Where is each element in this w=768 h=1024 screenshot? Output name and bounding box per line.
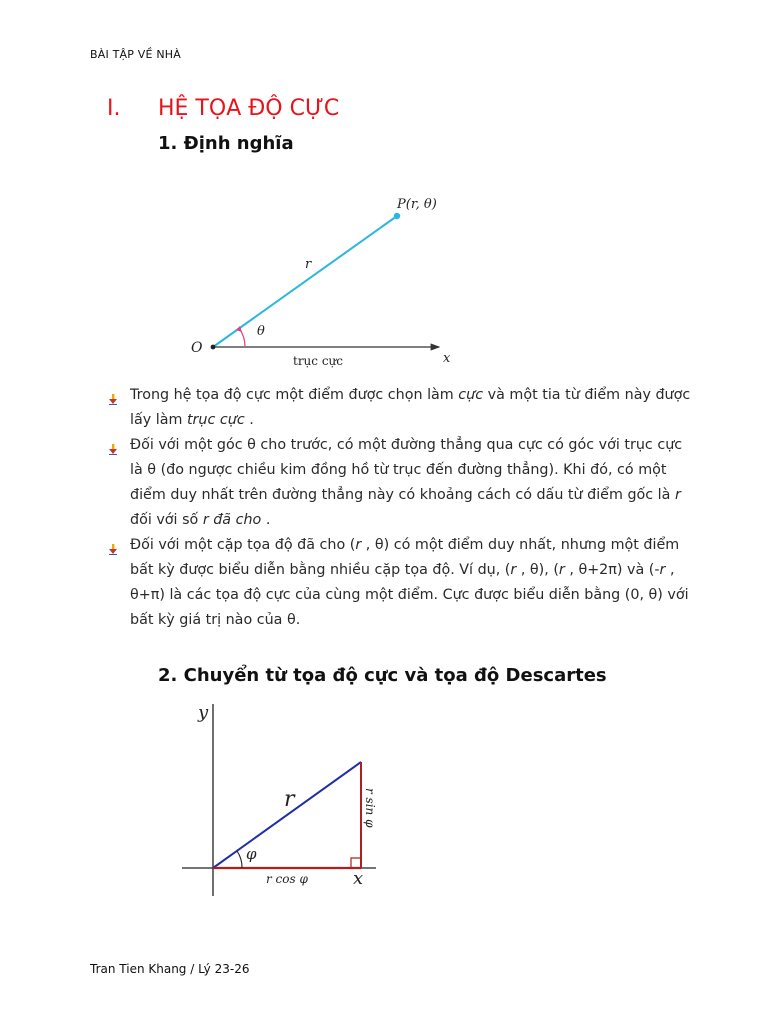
page-header: BÀI TẬP VỀ NHÀ — [90, 48, 181, 61]
origin-label: O — [191, 340, 203, 356]
list-item: Đối với một cặp tọa độ đã cho (r , θ) có một điểm duy nhất, nhưng một điểm bất kỳ được biểu diễn bằng nhiều cặp tọa độ. Ví dụ, (r , θ), (r , θ+2π) và (-r , θ+π) là các tọa độ cực của cùng một điểm. Cực được biểu diễn bằng (0, θ) với bất kỳ giá trị nào của θ. — [108, 533, 698, 633]
phi-arc — [237, 851, 242, 868]
polar-axis-label: trục cực — [293, 354, 343, 368]
list-item: Đối với một góc θ cho trước, có một đường thẳng qua cực có góc với trục cực là θ (đo ngược chiều kim đồng hồ từ trục đến đường thẳng). Khi đó, có một điểm duy nhất trên đường thẳng này có khoảng cách có dấu từ điểm gốc là r đối với số r đã cho . — [108, 433, 698, 533]
bullet-arrow-icon — [108, 433, 130, 464]
section-number: I. — [107, 96, 121, 121]
right-angle-marker — [351, 858, 361, 868]
polar-diagram — [185, 190, 465, 370]
hypotenuse-r-line — [213, 762, 361, 868]
r-sin-phi-label: r sin φ — [363, 788, 377, 828]
bullet-arrow-icon — [108, 383, 130, 414]
theta-label: θ — [257, 324, 265, 339]
r-cos-phi-label: r cos φ — [266, 872, 308, 886]
section-title: HỆ TỌA ĐỘ CỰC — [158, 96, 340, 121]
point-p-dot — [394, 213, 400, 219]
point-p-label: P(r, θ) — [397, 197, 437, 212]
page-footer: Tran Tien Khang / Lý 23-26 — [90, 962, 250, 976]
bullet-arrow-icon — [108, 533, 130, 564]
subsection-title-definition: 1. Định nghĩa — [158, 133, 294, 154]
x-point-label: x — [353, 868, 364, 889]
subsection-title-conversion: 2. Chuyển từ tọa độ cực và tọa độ Descartes — [158, 665, 607, 686]
ray-r-label: r — [305, 257, 312, 272]
y-axis-label: y — [198, 702, 209, 723]
phi-label: φ — [246, 845, 257, 863]
definition-bullet-list — [108, 383, 698, 633]
r-label: r — [284, 787, 295, 812]
x-axis-label: x — [443, 351, 451, 366]
origin-dot — [211, 345, 216, 350]
list-item: Trong hệ tọa độ cực một điểm được chọn làm cực và một tia từ điểm này được lấy làm trục cực . — [108, 383, 698, 433]
cartesian-triangle-diagram — [180, 700, 380, 900]
polar-ray-line — [213, 216, 397, 347]
